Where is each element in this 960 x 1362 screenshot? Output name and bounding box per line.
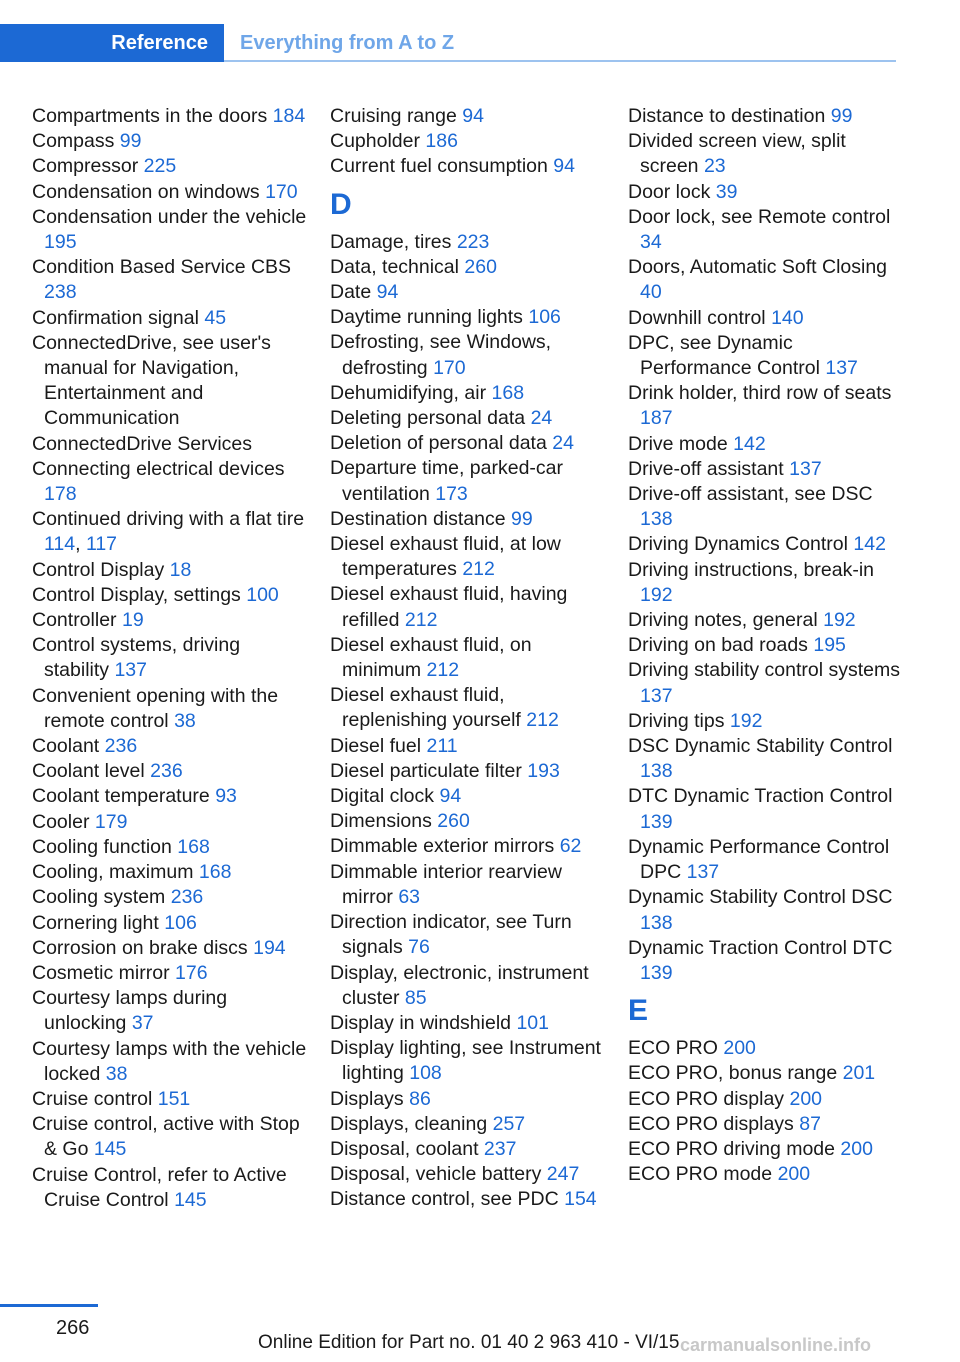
index-term: Cooling function <box>32 835 172 858</box>
page-reference-link[interactable]: 24 <box>552 432 574 455</box>
index-entry <box>330 330 605 380</box>
index-entry <box>32 633 307 683</box>
page-reference-link[interactable]: 238 <box>44 281 77 304</box>
index-entry <box>330 255 605 280</box>
index-term: Condition Based Service CBS <box>32 256 292 279</box>
index-term: Driving stability control systems <box>628 659 900 682</box>
index-entry <box>330 230 605 255</box>
index-term: Cooler <box>32 810 90 833</box>
index-term: Dehumidifying, air <box>330 381 487 404</box>
page-reference-link[interactable]: 76 <box>408 936 430 959</box>
watermark: carmanualsonline.info <box>680 1335 872 1355</box>
page-reference-link[interactable]: 211 <box>426 734 458 757</box>
index-entry <box>330 1112 605 1137</box>
index-term: Dynamic Performance Control DPC <box>628 835 890 884</box>
index-entry <box>330 406 605 431</box>
page-reference-link[interactable]: 106 <box>528 306 561 329</box>
index-term: Downhill control <box>628 306 766 329</box>
index-term: DPC, see Dynamic Performance Control <box>628 331 820 380</box>
index-entry <box>628 1061 903 1086</box>
edition-note: Online Edition for Part no. 01 40 2 963 410 - VI/15 <box>258 1332 680 1353</box>
page-reference-link[interactable]: 101 <box>516 1011 549 1034</box>
index-term: ECO PRO <box>628 1037 718 1060</box>
index-entry <box>32 608 307 633</box>
page-reference-link[interactable]: 137 <box>640 684 673 707</box>
index-entry <box>32 1087 307 1112</box>
index-term: Cruising range <box>330 105 457 127</box>
index-term: Diesel exhaust fluid, having refilled <box>330 583 568 631</box>
page-reference-link[interactable]: 186 <box>425 130 458 153</box>
page-reference-link[interactable]: 200 <box>777 1163 811 1186</box>
page-reference-link[interactable]: 38 <box>105 1062 128 1085</box>
index-entry <box>330 860 605 910</box>
page-reference-link[interactable]: 24 <box>530 407 553 430</box>
index-entry <box>628 457 903 482</box>
index-term: Coolant <box>32 735 100 758</box>
index-entry <box>32 180 307 205</box>
index-term: Cosmetic mirror <box>32 961 170 984</box>
index-term: Distance to destination <box>628 105 826 127</box>
page-reference-link[interactable]: 99 <box>511 507 533 530</box>
page-reference-link[interactable]: 260 <box>464 255 497 278</box>
index-term: DSC Dynamic Stability Control <box>628 735 893 758</box>
index-entry <box>32 331 307 432</box>
index-entry <box>330 910 605 960</box>
index-entry <box>32 936 307 961</box>
index-entry <box>628 936 903 986</box>
index-term: Control Display <box>32 558 165 581</box>
index-entry <box>330 154 605 179</box>
index-entry <box>32 104 307 129</box>
page-reference-link[interactable]: 170 <box>265 180 298 203</box>
index-entry <box>32 784 307 809</box>
index-entry <box>330 633 605 683</box>
index-term: ConnectedDrive Services <box>32 432 253 455</box>
index-entry <box>32 734 307 759</box>
page-reference-link[interactable]: 200 <box>840 1137 873 1160</box>
index-entry <box>32 457 307 507</box>
index-term: Drive mode <box>628 432 728 455</box>
index-term: Diesel exhaust fluid, at low temperatures <box>330 533 561 581</box>
index-term: Doors, Automatic Soft Closing <box>628 256 888 279</box>
index-entry <box>32 432 307 457</box>
index-term: Courtesy lamps with the vehicle locked <box>32 1037 307 1085</box>
index-entry <box>330 129 605 154</box>
index-term: Data, technical <box>330 255 459 278</box>
page-reference-link[interactable]: 212 <box>526 709 559 732</box>
index-entry <box>628 885 903 935</box>
page-reference-link[interactable]: 138 <box>640 508 673 531</box>
page-reference-link[interactable]: 86 <box>409 1087 431 1110</box>
index-term: ECO PRO mode <box>628 1163 773 1186</box>
page-reference-link[interactable]: 37 <box>131 1012 154 1035</box>
page-reference-link[interactable]: 45 <box>204 306 227 329</box>
index-entry <box>32 583 307 608</box>
page-reference-link[interactable]: 137 <box>686 861 720 884</box>
index-entry <box>32 129 307 154</box>
index-term: Driving instructions, break-in <box>628 558 875 581</box>
page-reference-link[interactable]: 151 <box>157 1087 191 1110</box>
index-term: Drive-off assistant <box>628 457 784 480</box>
index-term: Continued driving with a flat tire <box>32 508 305 531</box>
index-term: Dynamic Stability Control DSC <box>628 886 893 909</box>
index-entry <box>628 1087 903 1112</box>
index-entry <box>628 658 903 708</box>
page-reference-link[interactable]: 184 <box>272 105 306 127</box>
page-reference-link[interactable]: 154 <box>564 1188 597 1211</box>
index-letter-heading: E <box>628 994 649 1028</box>
index-term: Cupholder <box>330 130 420 153</box>
page-reference-link[interactable]: 236 <box>104 735 138 758</box>
index-term: Compressor <box>32 155 139 178</box>
index-entry <box>32 835 307 860</box>
page-reference-link[interactable]: 201 <box>842 1062 876 1085</box>
page-reference-link[interactable]: 19 <box>121 609 144 632</box>
index-term: Driving Dynamics Control <box>628 533 848 556</box>
index-entry <box>32 1163 307 1213</box>
index-term: Divided screen view, split screen <box>628 130 846 178</box>
index-term: Diesel fuel <box>330 734 422 757</box>
index-entry <box>32 885 307 910</box>
index-term: Compass <box>32 130 115 153</box>
page-reference-link[interactable]: 94 <box>553 155 575 178</box>
page-reference-link[interactable]: 193 <box>527 759 560 782</box>
page-reference-link[interactable]: 138 <box>640 760 673 783</box>
page-reference-link[interactable]: 94 <box>462 105 484 127</box>
page-reference-link[interactable]: 63 <box>398 885 421 908</box>
index-term: Driving notes, general <box>628 609 818 632</box>
index-term: Connecting electrical devices <box>32 457 285 480</box>
index-entry <box>330 1011 605 1036</box>
page-reference-link[interactable]: 192 <box>640 583 673 606</box>
page-reference-link[interactable]: 247 <box>546 1163 580 1186</box>
index-term: Condensation on windows <box>32 180 260 203</box>
index-entry <box>32 961 307 986</box>
page-reference-link[interactable]: 93 <box>215 785 237 808</box>
header-section-title: Everything from A to Z <box>240 32 455 54</box>
page-reference-link[interactable]: 138 <box>640 911 673 934</box>
index-term: Drink holder, third row of seats <box>628 382 892 405</box>
page-reference-link[interactable]: 179 <box>94 810 128 833</box>
page-reference-link[interactable]: 94 <box>376 281 399 304</box>
index-term: Daytime running lights <box>330 306 523 329</box>
index-term: ECO PRO displays <box>628 1112 794 1135</box>
index-term: Confirmation signal <box>32 306 199 329</box>
index-entry <box>628 306 903 331</box>
index-entry <box>628 709 903 734</box>
index-entry <box>628 558 903 608</box>
page-reference-link[interactable]: 195 <box>44 231 77 254</box>
index-entry <box>330 456 605 506</box>
index-entry <box>628 255 903 305</box>
index-entry <box>32 1037 307 1087</box>
page-reference-link[interactable]: 39 <box>715 180 738 203</box>
index-term: Control Display, settings <box>32 583 241 606</box>
page-reference-link[interactable]: 114 <box>44 533 76 556</box>
page-reference-link[interactable]: 137 <box>789 457 822 480</box>
page-reference-link[interactable]: 236 <box>170 886 204 909</box>
index-entry <box>32 1112 307 1162</box>
index-term: Door lock <box>628 180 711 203</box>
page-reference-link[interactable]: 212 <box>404 608 438 631</box>
index-entry <box>330 280 605 305</box>
index-entry <box>330 431 605 456</box>
index-entry <box>32 759 307 784</box>
index-term: Date <box>330 281 372 304</box>
page-reference-link[interactable]: 117 <box>85 533 118 556</box>
page-reference-link[interactable]: 192 <box>823 609 856 632</box>
index-entry <box>628 784 903 834</box>
index-entry <box>628 835 903 885</box>
index-entry <box>330 1087 605 1112</box>
index-term: Cruise control <box>32 1087 153 1110</box>
page-reference-link[interactable]: 195 <box>813 634 846 657</box>
index-term: Digital clock <box>330 785 435 808</box>
index-entry <box>32 205 307 255</box>
index-term: Convenient opening with the remote control <box>32 684 279 732</box>
index-entry <box>628 633 903 658</box>
index-entry <box>330 759 605 784</box>
index-entry <box>32 911 307 936</box>
page-reference-link[interactable]: 200 <box>789 1087 823 1110</box>
page-reference-link[interactable]: 140 <box>771 306 804 329</box>
index-entry <box>628 331 903 381</box>
index-entry <box>628 532 903 557</box>
index-entry <box>628 104 903 129</box>
page-reference-link[interactable]: 99 <box>119 130 142 153</box>
index-entry <box>32 684 307 734</box>
index-entry <box>628 381 903 431</box>
page-reference-link[interactable]: 99 <box>830 105 853 127</box>
footer-rule <box>0 1304 98 1307</box>
page-reference-link[interactable]: 145 <box>174 1188 207 1211</box>
index-entry <box>32 810 307 835</box>
index-term: Cooling, maximum <box>32 861 194 884</box>
index-entry <box>32 255 307 305</box>
index-entry <box>32 154 307 179</box>
page-reference-link[interactable]: 87 <box>799 1112 821 1135</box>
index-term: Drive-off assistant, see DSC <box>628 483 873 506</box>
page-reference-link[interactable]: 223 <box>456 230 490 253</box>
index-entry <box>628 608 903 633</box>
index-entry <box>330 834 605 859</box>
index-term: ConnectedDrive, see user's manual for Navigation, Entertainment and Communication <box>32 331 271 430</box>
index-term: Cooling system <box>32 886 166 909</box>
index-entry <box>330 381 605 406</box>
page-reference-link[interactable]: 23 <box>703 155 726 178</box>
index-entry <box>628 734 903 784</box>
index-term: Direction indicator, see Turn signals <box>330 911 572 959</box>
index-entry <box>628 205 903 255</box>
page-reference-link[interactable]: 108 <box>409 1062 442 1085</box>
index-entry: Continued driving with a flat tire 114, 117 <box>32 508 305 556</box>
page-reference-link[interactable]: 194 <box>253 936 286 959</box>
index-term: Destination distance <box>330 507 506 530</box>
index-column-1 <box>32 104 307 1213</box>
page-reference-link[interactable]: 257 <box>492 1112 526 1135</box>
index-term: Corrosion on brake discs <box>32 936 248 959</box>
index-term: Current fuel consumption <box>330 155 548 178</box>
index-term: DTC Dynamic Traction Control <box>628 785 893 808</box>
page-reference-link[interactable]: 170 <box>433 356 466 379</box>
index-entry <box>628 482 903 532</box>
index-column-2 <box>330 104 605 1213</box>
index-term: Diesel exhaust fluid, replenishing yourself <box>330 684 521 732</box>
page-reference-link[interactable]: 260 <box>437 810 470 833</box>
index-term: Cornering light <box>32 911 159 934</box>
index-term: Diesel exhaust fluid, on minimum <box>330 633 532 682</box>
index-entry <box>330 809 605 834</box>
page-reference-link[interactable]: 145 <box>93 1138 127 1161</box>
index-term: ECO PRO display <box>628 1087 785 1110</box>
index-term: Control systems, driving stability <box>32 634 241 682</box>
page-reference-link[interactable]: 38 <box>174 709 196 732</box>
page-reference-link[interactable]: 187 <box>640 407 673 430</box>
index-entry <box>330 582 605 632</box>
index-term: Courtesy lamps during unlocking <box>32 987 228 1035</box>
page-reference-link[interactable]: 106 <box>164 911 197 934</box>
index-entry <box>330 305 605 330</box>
index-term: Coolant level <box>32 760 145 783</box>
index-entry <box>330 507 605 532</box>
page-reference-link[interactable]: 212 <box>462 558 495 581</box>
page-reference-link[interactable]: 34 <box>640 231 662 254</box>
page-reference-link[interactable]: 137 <box>114 659 147 682</box>
page-reference-link[interactable]: 178 <box>44 483 77 506</box>
index-entry <box>628 1137 903 1162</box>
index-term: Displays <box>330 1087 404 1110</box>
index-term: Dynamic Traction Control DTC <box>628 936 893 959</box>
page-reference-link[interactable]: 173 <box>435 482 468 505</box>
page-reference-link[interactable]: 168 <box>177 835 210 858</box>
page-reference-link[interactable]: 212 <box>426 659 460 682</box>
index-entry <box>330 784 605 809</box>
page-number: 266 <box>56 1317 90 1339</box>
index-column-3 <box>628 104 903 1187</box>
index-term: Display, electronic, instrument cluster <box>330 961 589 1009</box>
page-reference-link[interactable]: 200 <box>723 1037 756 1060</box>
index-entry <box>330 734 605 759</box>
index-entry <box>628 1036 903 1061</box>
index-entry <box>330 532 605 582</box>
index-letter-heading: D <box>330 187 352 221</box>
index-entry <box>330 1036 605 1086</box>
header-rule <box>224 60 896 62</box>
index-entry <box>32 860 307 885</box>
page-reference-link[interactable]: 176 <box>175 961 208 984</box>
page-reference-link[interactable]: 137 <box>825 357 858 380</box>
index-term: Displays, cleaning <box>330 1112 488 1135</box>
index-term: Coolant temperature <box>32 785 210 808</box>
index-term: Departure time, parked-car ventilation <box>330 457 564 505</box>
index-entry <box>330 104 605 129</box>
index-entry <box>32 986 307 1036</box>
index-entry <box>628 432 903 457</box>
index-term: Door lock, see Remote control <box>628 205 891 228</box>
index-entry <box>628 129 903 179</box>
index-term: ECO PRO driving mode <box>628 1137 835 1160</box>
index-term: Distance control, see PDC <box>330 1188 559 1211</box>
page-reference-link[interactable]: 168 <box>198 861 232 884</box>
index-term: Deleting personal data <box>330 407 526 430</box>
page-reference-link[interactable]: 94 <box>439 785 462 808</box>
index-term: Compartments in the doors <box>32 105 268 127</box>
index-term: Deletion of personal data <box>330 432 547 455</box>
page-reference-link[interactable]: 192 <box>729 709 763 732</box>
page-reference-link[interactable]: 85 <box>404 986 427 1009</box>
index-entry <box>628 1162 903 1187</box>
index-term: Defrosting, see Windows, defrosting <box>330 331 552 379</box>
index-entry <box>330 683 605 733</box>
index-entry <box>330 1162 605 1187</box>
index-term: Condensation under the vehicle <box>32 205 307 228</box>
index-term: ECO PRO, bonus range <box>628 1062 838 1085</box>
index-entry <box>628 180 903 205</box>
page-reference-link[interactable]: 100 <box>246 583 279 606</box>
index-term: Dimmable interior rearview mirror <box>330 860 562 908</box>
page-reference-link[interactable]: 18 <box>169 558 192 581</box>
index-term: Controller <box>32 609 117 632</box>
index-term: Diesel particulate filter <box>330 759 522 782</box>
index-entry <box>32 306 307 331</box>
index-entry <box>330 961 605 1011</box>
index-entry <box>628 1112 903 1137</box>
index-term: Display in windshield <box>330 1011 512 1034</box>
index-term: Driving tips <box>628 709 725 732</box>
index-term: Driving on bad roads <box>628 634 808 657</box>
index-term: Dimensions <box>330 810 432 833</box>
index-term: Cruise Control, refer to Active Cruise Control <box>32 1163 287 1211</box>
page-reference-link[interactable]: 40 <box>640 281 662 304</box>
page-header <box>0 24 896 62</box>
header-tab-reference: Reference <box>111 32 208 54</box>
index-entry <box>330 1137 605 1162</box>
page-reference-link[interactable]: 139 <box>640 810 673 833</box>
index-entry <box>32 558 307 583</box>
index-term: Display lighting, see Instrument lighting <box>330 1037 601 1085</box>
index-term: Cruise control, active with Stop & Go <box>32 1113 300 1161</box>
page-reference-link[interactable]: 237 <box>483 1137 517 1160</box>
index-term: Damage, tires <box>330 230 452 253</box>
page-reference-link[interactable]: 142 <box>853 533 886 556</box>
page-reference-link[interactable]: 142 <box>733 432 766 455</box>
index-term: Disposal, coolant <box>330 1137 479 1160</box>
page-reference-link[interactable]: 62 <box>559 835 582 858</box>
page-reference-link[interactable]: 139 <box>640 961 673 984</box>
page-reference-link[interactable]: 168 <box>491 381 525 404</box>
page-reference-link[interactable]: 236 <box>150 760 183 783</box>
index-entry <box>330 1187 605 1212</box>
index-term: Dimmable exterior mirrors <box>330 835 555 858</box>
index-term: Disposal, vehicle battery <box>330 1163 542 1186</box>
page-reference-link[interactable]: 225 <box>143 155 177 178</box>
